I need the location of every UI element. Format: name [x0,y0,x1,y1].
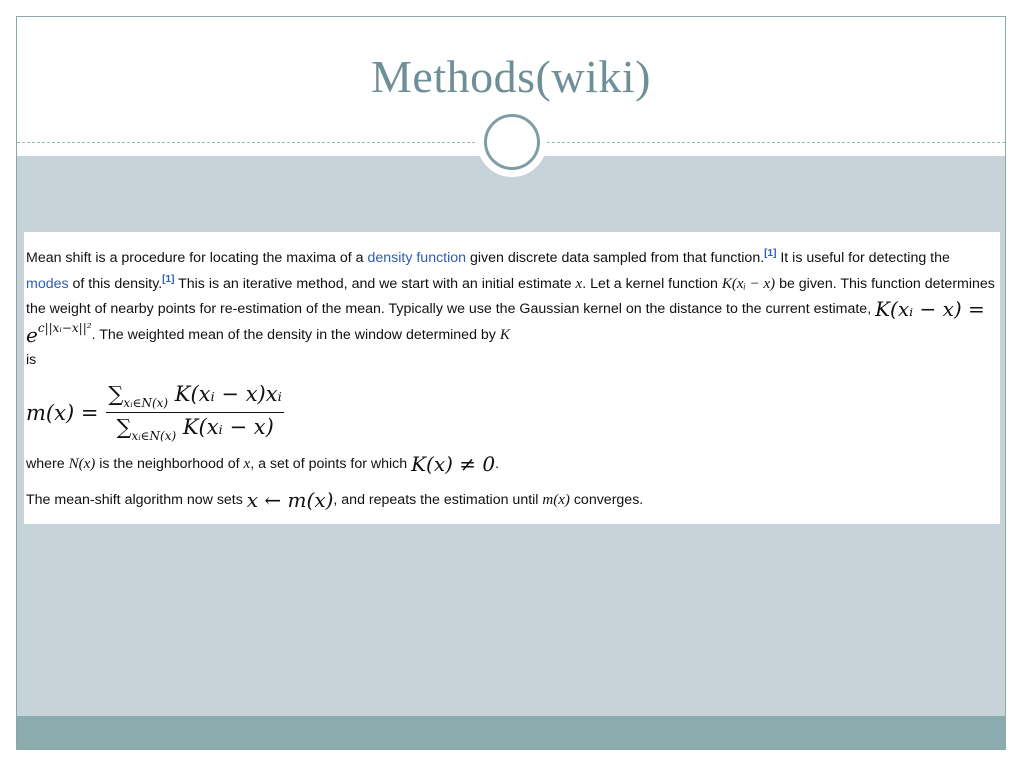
weighted-mean-formula [26,382,284,443]
formula-lhs: m(x) = [26,400,99,425]
text-segment: . The weighted mean of the density in the window determined by [91,326,500,343]
slide-title: Methods(wiki) [371,51,651,102]
text-segment: The mean-shift algorithm now sets [26,492,247,508]
text-segment: Mean shift is a procedure for locating the maxima of a [26,250,368,266]
wiki-excerpt-panel [24,232,1000,524]
math-kernel-inline: K(xᵢ − x) [721,275,776,292]
text-segment: , and repeats the estimation until [333,492,543,508]
text-segment: is the neighborhood of [95,456,244,472]
formula-numerator [106,382,283,413]
text-segment: . Let a kernel function [582,275,722,292]
text-segment: . [495,456,500,472]
sum-symbol: ∑ [108,382,124,406]
formula-fraction [106,382,283,443]
sum-subscript: xᵢ∈N(x) [123,396,169,410]
sum-symbol: ∑ [116,415,132,439]
text-segment: of this density. [68,275,163,292]
gaussian-kernel-base: K(xᵢ − x) = e [26,297,985,347]
nonzero-kernel-formula: K(x) ≠ 0 [411,452,496,476]
formula-denominator [116,413,273,443]
math-var-K: K [499,326,510,343]
math-m-x: m(x) [542,492,570,508]
text-segment: converges. [569,492,644,508]
text-segment: is [26,352,37,368]
text-segment: given discrete data sampled from that function. [466,250,765,266]
math-var-x: x [575,275,583,292]
divider-circle-icon [484,114,540,170]
link-density-function[interactable]: density function [367,250,467,266]
numerator-term: K(xᵢ − x)xᵢ [168,382,282,406]
math-var-x: x [243,456,251,472]
text-segment: It is useful for detecting the [776,250,950,266]
gaussian-kernel-exponent: c||xᵢ−x||² [37,320,92,335]
footer-band [17,716,1005,750]
denominator-term: K(xᵢ − x) [176,415,274,439]
math-N-x: N(x) [68,456,96,472]
update-rule-formula: x ← m(x) [246,488,334,512]
text-segment: , a set of points for which [250,456,412,472]
citation-link[interactable]: [1] [162,273,175,285]
text-segment: where [26,456,69,472]
neighborhood-line [26,452,499,476]
update-rule-line [26,488,643,512]
citation-link[interactable]: [1] [764,248,777,259]
sum-subscript: xᵢ∈N(x) [131,429,177,443]
text-segment: be given. This function determines the weight of nearby points for re-estimation of the mean. Typically we use the Gaussian kernel on the distance to the current estimate, [26,275,995,317]
text-segment: This is an iterative method, and we start with an initial estimate [174,275,576,292]
link-modes[interactable]: modes [26,275,69,292]
wiki-paragraph [26,246,996,374]
